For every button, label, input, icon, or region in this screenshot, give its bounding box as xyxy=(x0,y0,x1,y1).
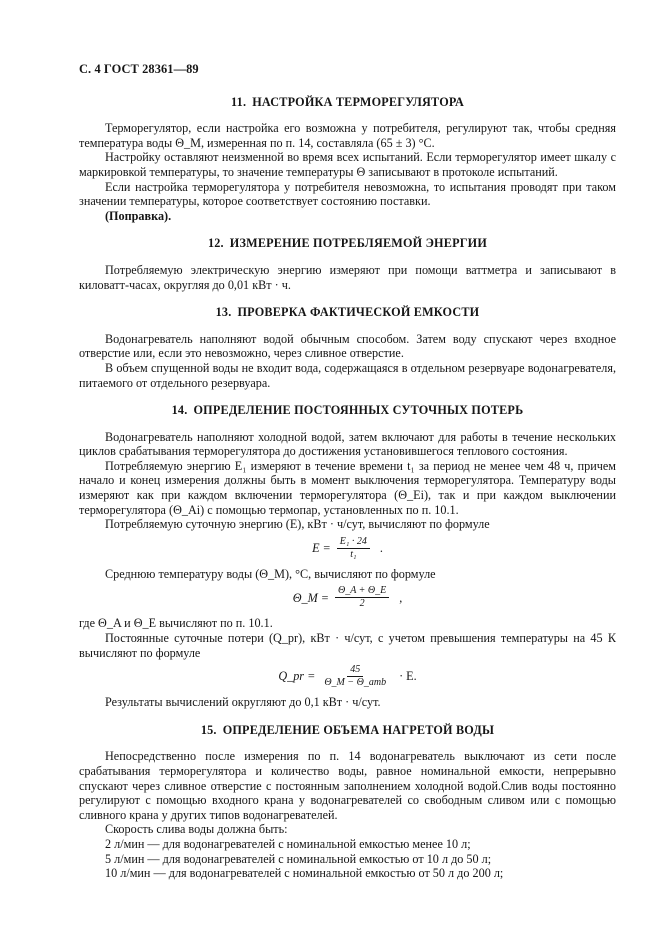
section-title xyxy=(79,723,616,738)
section-14 xyxy=(79,403,616,710)
formula-tail: . xyxy=(379,541,383,556)
section-title xyxy=(79,305,616,320)
fraction xyxy=(321,664,389,689)
paragraph: Среднюю температуру воды (Θ_M), °С, вычисляют по формуле xyxy=(105,566,436,581)
section-13 xyxy=(79,305,616,390)
section-title xyxy=(79,403,616,418)
fraction xyxy=(335,585,389,610)
section-title xyxy=(79,236,616,251)
section-number: 12. xyxy=(207,236,224,251)
paragraph: Постоянные суточные потери (Q_pr), кВт · ч/сут, с учетом превышения температуры на 45 К вычисляют по формуле xyxy=(79,631,616,660)
formula-lhs: Q_pr = xyxy=(278,669,316,684)
paragraph: Если настройка терморегулятора у потребителя невозможна, то испытания проводят при таком значении температуры, которое соответствует состоянию поставки. xyxy=(79,179,616,209)
paragraph: Водонагреватель наполняют водой обычным способом. Затем воду спускают через входное отверстие или, если это невозможно, через сливное отверстие. xyxy=(79,331,616,361)
paragraph: В объем спущенной воды не входит вода, содержащаяся в отдельном резервуаре водонагревателя, питаемого от отдельного резервуара. xyxy=(79,360,616,390)
fraction-numerator: E₁ · 24 xyxy=(337,536,370,549)
running-head: С. 4 ГОСТ 28361—89 xyxy=(79,62,199,76)
section-title-text: ПРОВЕРКА ФАКТИЧЕСКОЙ ЕМКОСТИ xyxy=(237,305,480,320)
paragraph: Водонагреватель наполняют холодной водой, затем включают для работы в течение нескольких циклов срабатывания терморегулятора до достижения установившегося теплового состояния. xyxy=(79,429,616,459)
section-number: 13. xyxy=(215,305,232,320)
section-number: 11. xyxy=(231,94,247,109)
section-11 xyxy=(79,95,616,224)
paragraph: Скорость слива воды должна быть: xyxy=(105,822,288,837)
fraction-denominator: Θ_M − Θ_amb xyxy=(324,677,387,689)
fraction-denominator: t₁ xyxy=(350,548,357,560)
formula-daily-losses xyxy=(79,664,616,689)
formula-tail: · E. xyxy=(399,669,417,684)
section-title xyxy=(79,95,616,110)
formula-lhs: Θ_M = xyxy=(292,590,330,605)
formula-energy xyxy=(79,536,616,561)
section-12 xyxy=(79,236,616,292)
formula-mean-temperature xyxy=(79,585,616,610)
section-title-text: ОПРЕДЕЛЕНИЕ ПОСТОЯННЫХ СУТОЧНЫХ ПОТЕРЬ xyxy=(193,403,524,418)
list-item: 5 л/мин — для водонагревателей с номинальной емкостью от 10 л до 50 л; xyxy=(105,851,492,866)
paragraph: где Θ_A и Θ_E вычисляют по п. 10.1. xyxy=(79,616,273,631)
paragraph: Потребляемую энергию E₁ измеряют в течение времени t₁ за период не менее чем 48 ч, причем начало и конец измерения должны быть в момент выключения терморегулятора. Температуру воды измеряют как при каждом включении терморегулятора (Θ_Ei), так и при каждом выключении терморегулятора (Θ_Ai) с помощью термопар, установленных по п. 10.1. xyxy=(79,458,616,517)
paragraph: Потребляемую суточную энергию (E), кВт · ч/сут, вычисляют по формуле xyxy=(105,517,490,532)
fraction xyxy=(337,536,370,561)
list-item: 10 л/мин — для водонагревателей с номинальной емкостью от 50 л до 200 л; xyxy=(105,866,504,881)
section-title-text: НАСТРОЙКА ТЕРМОРЕГУЛЯТОРА xyxy=(252,94,464,109)
paragraph: Непосредственно после измерения по п. 14 водонагреватель выключают из сети после срабатывания терморегулятора и количество воды, равное номинальной емкости, непрерывно спускают через сливное отверстие с постоянным заполнением холодной водой.Слив воды постоянно регулируют с помощью входного крана у водонагревателей со свободным сливом или с помощью сливного крана у других типов водонагревателей. xyxy=(79,749,616,822)
section-title-text: ОПРЕДЕЛЕНИЕ ОБЪЕМА НАГРЕТОЙ ВОДЫ xyxy=(222,722,495,737)
formula-tail: , xyxy=(399,590,403,605)
section-title-text: ИЗМЕРЕНИЕ ПОТРЕБЛЯЕМОЙ ЭНЕРГИИ xyxy=(229,236,488,251)
section-number: 14. xyxy=(171,403,188,418)
fraction-denominator: 2 xyxy=(359,598,365,610)
paragraph: Потребляемую электрическую энергию измеряют при помощи ваттметра и записывают в киловатт-часах, округляя до 0,01 кВт · ч. xyxy=(79,262,616,292)
section-number: 15. xyxy=(200,722,217,737)
paragraph: Настройку оставляют неизменной во время всех испытаний. Если терморегулятор имеет шкалу с маркировкой температуры, то значение температуры Θ записывают в протоколе испытаний. xyxy=(79,150,616,179)
fraction-numerator: 45 xyxy=(347,664,363,677)
formula-lhs: E = xyxy=(312,541,331,556)
amendment-note: (Поправка). xyxy=(105,208,172,223)
fraction-numerator: Θ_A + Θ_E xyxy=(335,585,389,598)
paragraph: Терморегулятор, если настройка его возможна у потребителя, регулируют так, чтобы средняя температура воды Θ_M, измеренная по п. 14, составляла (65 ± 3) °С. xyxy=(79,121,616,150)
list-item: 2 л/мин — для водонагревателей с номинальной емкостью менее 10 л; xyxy=(105,836,471,851)
paragraph: Результаты вычислений округляют до 0,1 кВт · ч/сут. xyxy=(105,695,381,710)
section-15 xyxy=(79,723,616,881)
